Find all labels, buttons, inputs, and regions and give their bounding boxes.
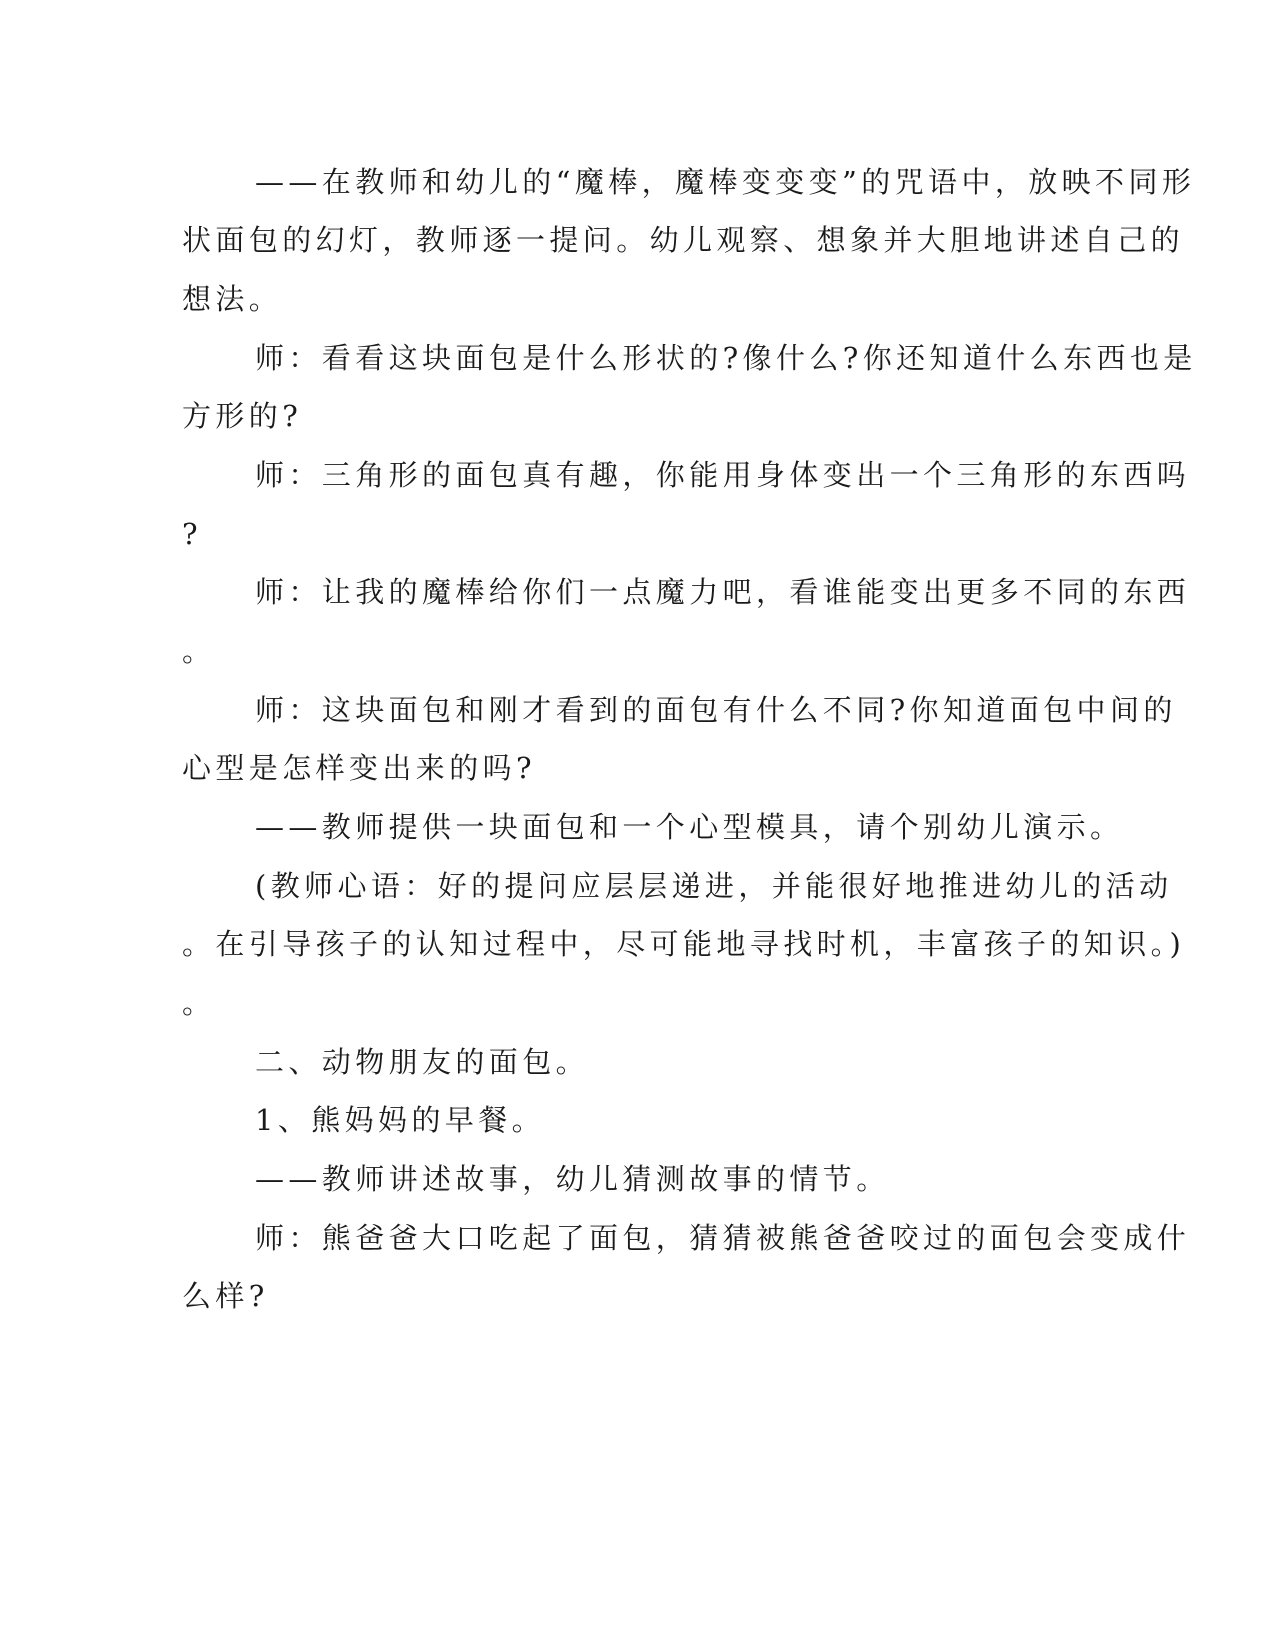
text-line: 想法。 (182, 282, 283, 316)
section-heading: 二、动物朋友的面包。 (255, 1045, 590, 1079)
text-line: 方形的? (182, 399, 303, 433)
text-line: 。 (182, 634, 216, 668)
text-line: 状面包的幻灯，教师逐一提问。幼儿观察、想象并大胆地讲述自己的 (182, 223, 1185, 257)
text-line: 。 (182, 986, 216, 1020)
subsection-heading: 1、熊妈妈的早餐。 (255, 1103, 546, 1137)
text-line: 师：这块面包和刚才看到的面包有什么不同?你知道面包中间的 (255, 693, 1177, 727)
text-line: ? (182, 517, 202, 551)
text-line: (教师心语：好的提问应层层递进，并能很好地推进幼儿的活动 (255, 869, 1173, 903)
text-line: 师：三角形的面包真有趣，你能用身体变出一个三角形的东西吗 (255, 458, 1191, 492)
text-line: 。在引导孩子的认知过程中，尽可能地寻找时机，丰富孩子的知识。) (182, 927, 1186, 961)
text-line: 么样? (182, 1279, 269, 1313)
text-line: 心型是怎样变出来的吗? (182, 751, 536, 785)
text-line: 师：熊爸爸大口吃起了面包，猜猜被熊爸爸咬过的面包会变成什 (255, 1221, 1191, 1255)
text-line: ——在教师和幼儿的“魔棒，魔棒变变变”的咒语中，放映不同形 (255, 165, 1196, 199)
text-line: 师：看看这块面包是什么形状的?像什么?你还知道什么东西也是 (255, 341, 1197, 375)
text-line: ——教师讲述故事，幼儿猜测故事的情节。 (255, 1162, 890, 1196)
text-line: ——教师提供一块面包和一个心型模具，请个别幼儿演示。 (255, 810, 1124, 844)
text-line: 师：让我的魔棒给你们一点魔力吧，看谁能变出更多不同的东西 (255, 575, 1191, 609)
